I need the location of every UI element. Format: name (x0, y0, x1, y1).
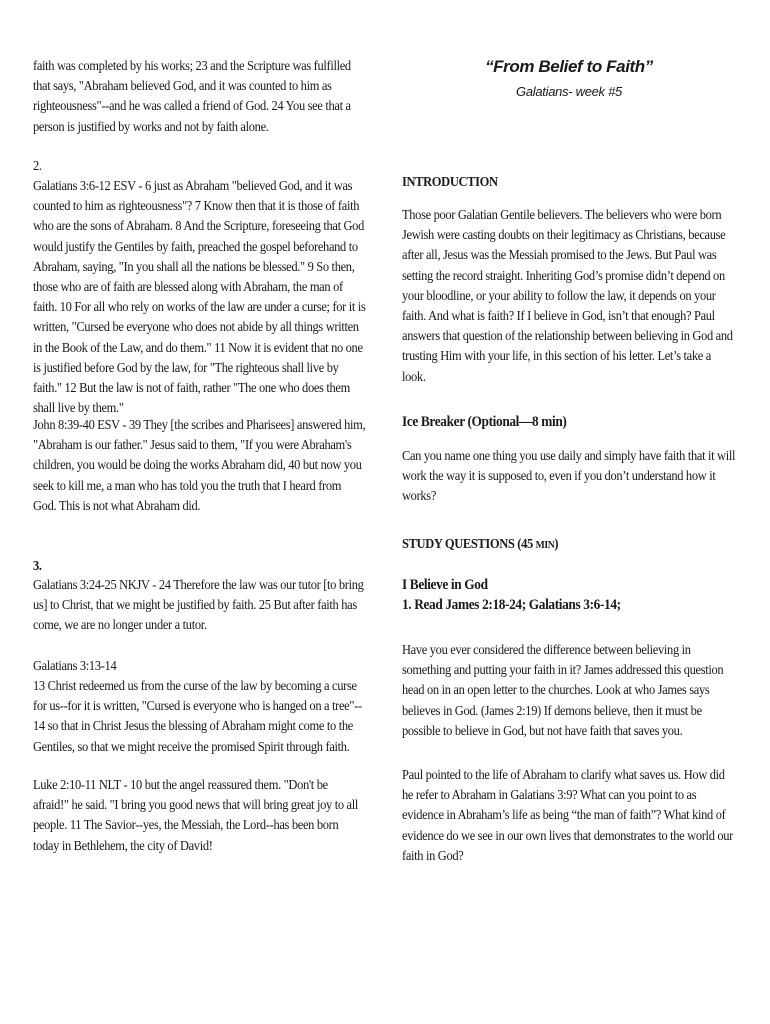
study-questions-heading-close: ) (554, 536, 559, 551)
galatians-3-13-14-passage: 13 Christ redeemed us from the curse of the law by becoming a curse for us--for it is written, "Cursed is everyone who is hanged on a tree"-- 14 so that in Christ Jesus the blessing of Abraham might come to the Gentiles, so that we might receive the promised Spirit through faith. (33, 678, 362, 754)
lesson-title: “From Belief to Faith” (485, 57, 653, 76)
i-believe-in-god-subheading: I Believe in God (402, 577, 488, 593)
galatians-3-6-12-passage: Galatians 3:6-12 ESV - 6 just as Abraham "believed God, and it was counted to him as righteousness"? 7 Know then that it is those of faith who are the sons of Abraham. 8 And the Scripture, foreseeing that God would justify the Gentiles by faith, preached the gospel beforehand to Abraham, saying, "In you shall all the nations be blessed." 9 So then, those who are of faith are blessed along with Abraham, the man of faith. 10 For all who rely on works of the law are under a curse; for it is written, "Cursed be everyone who does not abide by all things written in the Book of the Law, and do them." 11 Now it is evident that no one is justified before God by the law, for "The righteous shall live by faith." 12 But the law is not of faith, rather "The one who does them shall live by them." (33, 178, 366, 416)
section-3-number: 3. (33, 558, 42, 573)
study-paragraph-1: Have you ever considered the difference between believing in something and putting your faith in it? James addressed this question head on in an open letter to the churches. Look at who James says believes in God. (James 2:19) If demons believe, then it must be possible to believe in God, but not have faith that saves you. (402, 642, 724, 738)
ice-breaker-heading: Ice Breaker (Optional—8 min) (402, 414, 567, 430)
study-questions-heading-unit: MIN (535, 540, 555, 551)
introduction-heading: INTRODUCTION (402, 174, 498, 189)
introduction-text: Those poor Galatian Gentile believers. The believers who were born Jewish were casting doubts on their legitimacy as Christians, because after all, Jesus was the Messiah promised to the Jews. But Paul was setting the record straight. Inheriting God’s promise didn’t depend on your bloodline, or your ability to follow the law, it depends on your faith. And what is faith? If I believe in God, isn’t that enough? Paul answers that question of the relationship between believing in God and trusting Him with your life, in this section of his letter. Let’s take a look. (402, 207, 733, 384)
study-questions-heading-text: STUDY QUESTIONS (45 (402, 536, 536, 551)
luke-2-10-11-passage: Luke 2:10-11 NLT - 10 but the angel reassured them. "Don't be afraid!" he said. "I bring you good news that will bring great joy to all people. 11 The Savior--yes, the Messiah, the Lord--has been born today in Bethlehem, the city of David! (33, 777, 358, 853)
study-paragraph-2: Paul pointed to the life of Abraham to clarify what saves us. How did he refer to Abraham in Galatians 3:9? What can you point to as evidence in Abraham’s life as being “the man of faith”? What kind of evidence do we see in our own lives that demonstrates to the world our faith in God? (402, 767, 734, 863)
galatians-3-13-14-reference: Galatians 3:13-14 (33, 658, 117, 673)
john-8-39-40-passage: John 8:39-40 ESV - 39 They [the scribes and Pharisees] answered him, "Abraham is our father." Jesus said to them, "If you were Abraham's children, you would be doing the works Abraham did, 40 but now you seek to kill me, a man who has told you the truth that I heard from God. This is not what Abraham did. (33, 417, 366, 513)
section-2-number: 2. (33, 158, 42, 173)
ice-breaker-text: Can you name one thing you use daily and simply have faith that it will work the way it is supposed to, even if you don’t understand how it works? (402, 448, 736, 504)
james-2-continued-text: faith was completed by his works; 23 and the Scripture was fulfilled that says, "Abraham believed God, and it was counted to him as righteousness"--and he was called a friend of God. 24 You see that a person is justified by works and not by faith alone. (33, 58, 351, 134)
lesson-subtitle: Galatians- week #5 (516, 84, 622, 99)
reading-assignment: 1. Read James 2:18-24; Galatians 3:6-14; (402, 597, 621, 613)
galatians-3-24-25-passage: Galatians 3:24-25 NKJV - 24 Therefore the law was our tutor [to bring us] to Christ, that we might be justified by faith. 25 But after faith has come, we are no longer under a tutor. (33, 577, 364, 633)
study-questions-heading (402, 536, 735, 552)
